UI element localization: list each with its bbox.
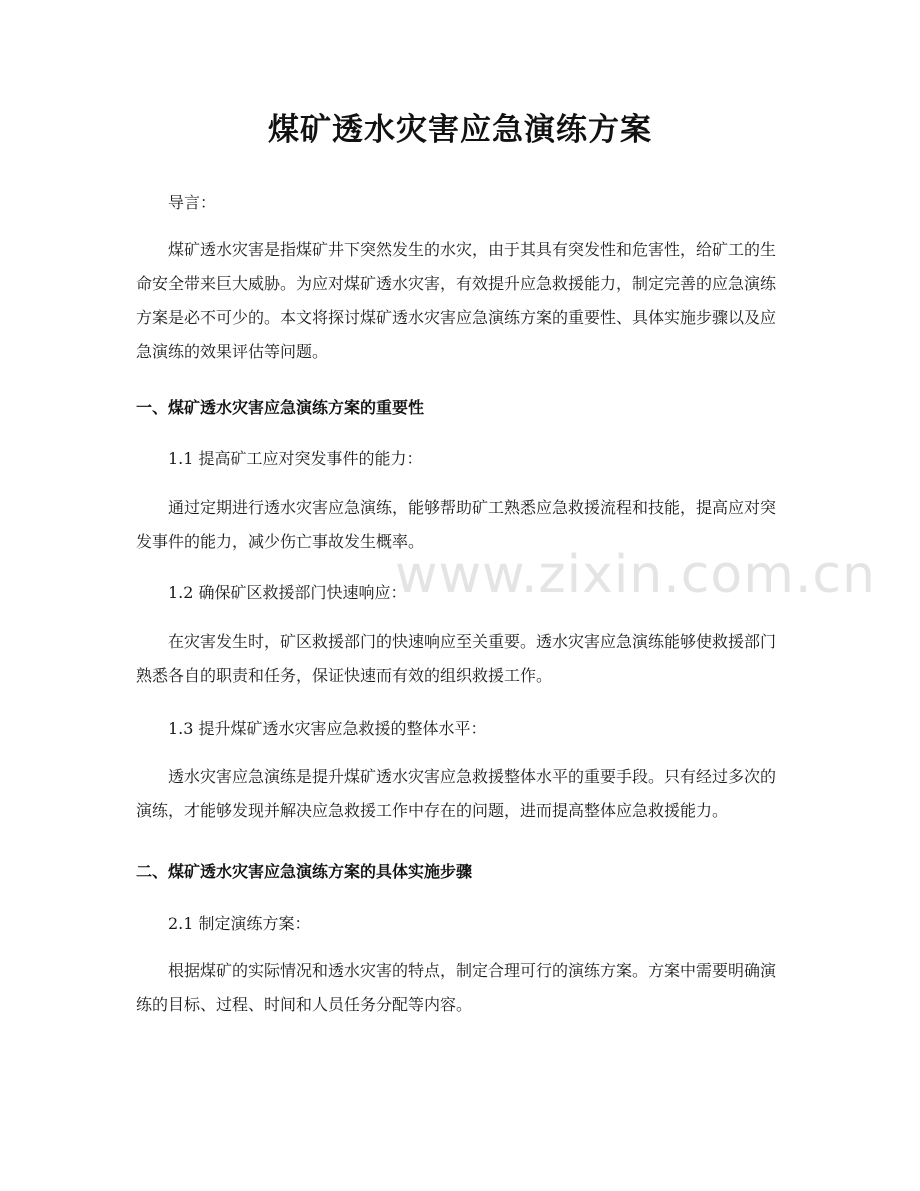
item-1-2-body: 在灾害发生时，矿区救援部门的快速响应至关重要。透水灾害应急演练能够使救援部门熟悉各自的职责和任务，保证快速而有效的组织救援工作。 — [136, 632, 777, 685]
item-2-1-body: 根据煤矿的实际情况和透水灾害的特点，制定合理可行的演练方案。方案中需要明确演练的目标、过程、时间和人员任务分配等内容。 — [136, 961, 777, 1014]
item-1-3-title: 1.3 提升煤矿透水灾害应急救援的整体水平： — [168, 719, 487, 738]
section-1-heading: 一、煤矿透水灾害应急演练方案的重要性 — [136, 398, 425, 417]
item-2-1-title: 2.1 制定演练方案： — [168, 914, 311, 933]
document-title: 煤矿透水灾害应急演练方案 — [268, 112, 652, 148]
intro-paragraph: 煤矿透水灾害是指煤矿井下突然发生的水灾，由于其具有突发性和危害性，给矿工的生命安全带来巨大威胁。为应对煤矿透水灾害，有效提升应急救援能力，制定完善的应急演练方案是必不可少的。本文将探讨煤矿透水灾害应急演练方案的重要性、具体实施步骤以及应急演练的效果评估等问题。 — [136, 240, 777, 361]
item-1-3-body: 透水灾害应急演练是提升煤矿透水灾害应急救援整体水平的重要手段。只有经过多次的演练，才能够发现并解决应急救援工作中存在的问题，进而提高整体应急救援能力。 — [136, 767, 777, 820]
item-1-1-title: 1.1 提高矿工应对突发事件的能力： — [168, 449, 423, 468]
item-1-2-title: 1.2 确保矿区救援部门快速响应： — [168, 583, 407, 602]
watermark: www.zixin.com.cn — [395, 545, 876, 605]
section-2-heading: 二、煤矿透水灾害应急演练方案的具体实施步骤 — [136, 862, 473, 881]
item-1-1-body: 通过定期进行透水灾害应急演练，能够帮助矿工熟悉应急救援流程和技能，提高应对突发事件的能力，减少伤亡事故发生概率。 — [136, 498, 777, 551]
intro-label: 导言： — [168, 193, 217, 212]
